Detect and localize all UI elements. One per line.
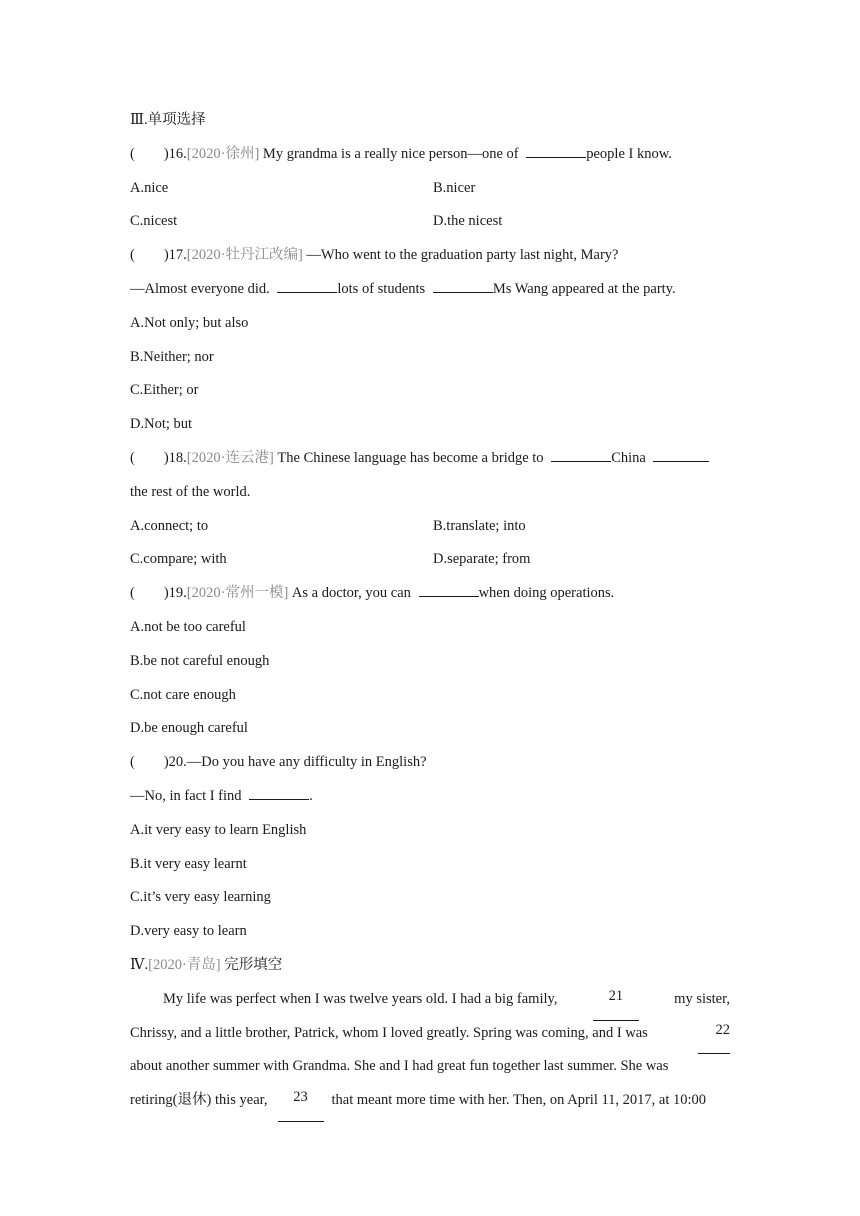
question-text: —Almost everyone did. bbox=[130, 280, 274, 297]
passage-line bbox=[130, 987, 730, 1021]
option-d: D.separate; from bbox=[433, 551, 531, 568]
answer-blank bbox=[277, 277, 337, 293]
passage-line bbox=[130, 1021, 730, 1055]
option-a: A.nice bbox=[130, 179, 169, 196]
question-18-stem bbox=[130, 446, 730, 480]
question-20-stem bbox=[130, 750, 730, 784]
answer-blank bbox=[433, 277, 493, 293]
passage-text: my sister, bbox=[674, 990, 730, 1007]
section4-heading bbox=[130, 953, 730, 987]
section-source: [2020·青岛] bbox=[148, 956, 221, 973]
option-b: B.nicer bbox=[433, 179, 476, 196]
option-b: B.it very easy learnt bbox=[130, 855, 247, 872]
question-text: . bbox=[309, 787, 313, 804]
question-source: [2020·徐州] bbox=[186, 145, 260, 162]
passage-text: My life was perfect when I was twelve years old. I had a big family, bbox=[163, 990, 558, 1007]
cloze-blank-21: 21 bbox=[593, 987, 639, 1021]
question-20-line2 bbox=[130, 784, 730, 818]
worksheet-page bbox=[130, 108, 730, 1122]
option-c: C.compare; with bbox=[130, 551, 227, 568]
passage-text: about another summer with Grandma. She and I had great fun together last summer. She was bbox=[130, 1058, 669, 1075]
option-d: D.Not; but bbox=[130, 416, 193, 433]
question-text: —Do you have any difficulty in English? bbox=[186, 754, 427, 771]
option-row bbox=[130, 514, 730, 548]
passage-line bbox=[130, 1088, 730, 1122]
question-number: ( )18. bbox=[130, 449, 187, 466]
question-text: lots of students bbox=[337, 280, 429, 297]
option-a: A.not be too careful bbox=[130, 618, 246, 635]
option-row bbox=[130, 547, 730, 581]
option-c: C.not care enough bbox=[130, 686, 236, 703]
option-a: A.it very easy to learn English bbox=[130, 821, 307, 838]
option-b: B.translate; into bbox=[433, 517, 526, 534]
passage-text: retiring(退休) this year, bbox=[130, 1092, 268, 1109]
question-number: ( )16. bbox=[130, 145, 187, 162]
question-number: ( )20. bbox=[130, 754, 187, 771]
option-c: C.nicest bbox=[130, 213, 178, 230]
answer-blank bbox=[526, 142, 586, 158]
question-text: Ms Wang appeared at the party. bbox=[492, 280, 676, 297]
question-17-stem bbox=[130, 243, 730, 277]
option-a: A.Not only; but also bbox=[130, 314, 249, 331]
answer-blank bbox=[653, 446, 709, 462]
answer-blank bbox=[249, 784, 309, 800]
question-19-stem bbox=[130, 581, 730, 615]
passage-text: that meant more time with her. Then, on April 11, 2017, at 10:00 bbox=[331, 1092, 707, 1109]
option-row bbox=[130, 176, 730, 210]
question-text: China bbox=[611, 449, 650, 466]
question-17-line2 bbox=[130, 277, 730, 311]
question-18-line2: the rest of the world. bbox=[130, 483, 251, 500]
question-text: The Chinese language has become a bridge to bbox=[273, 449, 548, 466]
section3-heading: Ⅲ.单项选择 bbox=[130, 112, 206, 128]
option-c: C.it’s very easy learning bbox=[130, 889, 271, 906]
option-row bbox=[130, 209, 730, 243]
question-source: [2020·牡丹江改编] bbox=[186, 247, 303, 264]
option-b: B.be not careful enough bbox=[130, 652, 270, 669]
question-text: As a doctor, you can bbox=[288, 585, 415, 602]
question-text: people I know. bbox=[586, 145, 672, 162]
question-source: [2020·常州一模] bbox=[186, 585, 289, 602]
section-title: 完形填空 bbox=[220, 956, 283, 973]
answer-blank bbox=[419, 581, 479, 597]
cloze-blank-22: 22 bbox=[698, 1021, 730, 1055]
question-text: —No, in fact I find bbox=[130, 787, 246, 804]
question-16-stem bbox=[130, 142, 730, 176]
question-number: ( )19. bbox=[130, 585, 187, 602]
question-source: [2020·连云港] bbox=[186, 449, 274, 466]
question-text: —Who went to the graduation party last night, Mary? bbox=[302, 247, 619, 264]
section-numeral: Ⅳ. bbox=[130, 956, 149, 973]
passage-text: Chrissy, and a little brother, Patrick, whom I loved greatly. Spring was coming, and I was bbox=[130, 1024, 648, 1041]
section-heading bbox=[130, 108, 730, 142]
question-number: ( )17. bbox=[130, 247, 187, 264]
option-d: D.be enough careful bbox=[130, 720, 248, 737]
option-c: C.Either; or bbox=[130, 382, 199, 399]
question-text: My grandma is a really nice person—one of bbox=[259, 145, 523, 162]
option-d: D.the nicest bbox=[433, 213, 503, 230]
answer-blank bbox=[551, 446, 611, 462]
cloze-blank-23: 23 bbox=[278, 1088, 324, 1122]
question-text: when doing operations. bbox=[478, 585, 615, 602]
option-b: B.Neither; nor bbox=[130, 348, 214, 365]
option-d: D.very easy to learn bbox=[130, 923, 247, 940]
passage-line bbox=[130, 1054, 730, 1088]
option-a: A.connect; to bbox=[130, 517, 209, 534]
